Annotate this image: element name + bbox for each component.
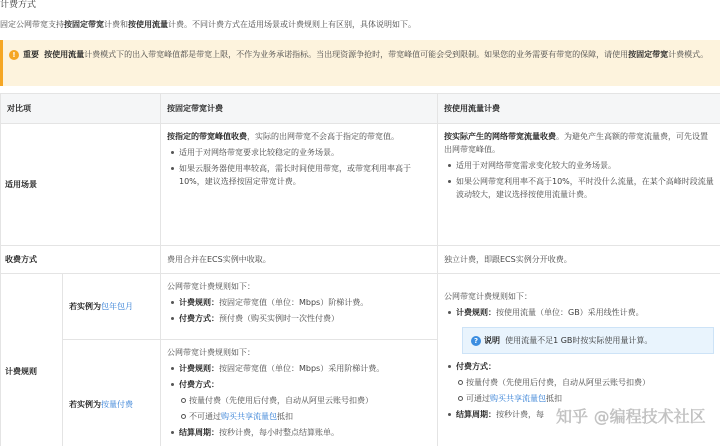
warning-icon: ! — [9, 50, 19, 60]
rules-fixed-payg-cell: 公网带宽计费规则如下： 计费规则：按固定带宽值（单位：Mbps）采用阶梯计费。 付费方式： 按量付费（先使用后付费，自动从阿里云账号扣费） 不可通过购买共享流量包抵扣 结算周期：按秒计费，每小时整点结算账单。 — [161, 340, 438, 446]
info-icon: ? — [471, 336, 481, 346]
table-row-scenario — [1, 124, 720, 246]
header-compare-item: 对比项 — [1, 94, 161, 124]
rules-traffic-cell: 公网带宽计费规则如下： 计费规则：按使用流量（单位：GB）采用线性计费。 ? 说明 使用流量不足1 GB时按实际使用量计算。 付费方式： 按量付费（先使用后付费，自动从阿里云账号扣费） 可通过购买共享流量包抵扣 结算周期：按秒计费，每 — [438, 274, 720, 446]
important-notice: ! 重要 按使用流量计费模式下的出入带宽峰值都是带宽上限，不作为业务承诺指标。当出现资源争抢时，带宽峰值可能会受到限制。如果您的业务需要有带宽的保障，请使用按固定带宽计费模式。 — [0, 40, 720, 86]
info-note: ? 说明 使用流量不足1 GB时按实际使用量计算。 — [462, 327, 714, 354]
scenario-fixed-cell: 按指定的带宽峰值收费，实际的出网带宽不会高于指定的带宽值。 适用于对网络带宽要求比较稳定的业务场景。 如果云服务器使用率较高，需长时间使用带宽，或带宽利用率高于10%，建议选择按固定带宽计费。 — [161, 124, 438, 246]
header-fixed-bandwidth: 按固定带宽计费 — [161, 94, 438, 124]
sub-label-prepaid: 若实例为包年包月 — [63, 274, 161, 340]
table-row-rules-prepaid — [1, 274, 720, 340]
list-item: 付费方式： — [167, 378, 431, 391]
intro-paragraph: 固定公网带宽支持按固定带宽计费和按使用流量计费。不同计费方式在适用场景或计费规则上有区别，具体说明如下。 — [0, 20, 416, 29]
list-item: 计费规则：按使用流量（单位：GB）采用线性计费。 ? 说明 使用流量不足1 GB时按实际使用量计算。 — [444, 306, 714, 354]
shared-traffic-package-link[interactable]: 购买共享流量包 — [221, 412, 277, 421]
row-label-rules: 计费规则 — [1, 274, 63, 446]
prepaid-link[interactable]: 包年包月 — [101, 302, 133, 311]
list-item: 付费方式： — [444, 360, 714, 373]
section-title: 计费方式 — [0, 0, 37, 10]
rules-fixed-prepaid-cell: 公网带宽计费规则如下： 计费规则：按固定带宽值（单位：Mbps）阶梯计费。 付费方式：预付费（购买实例时一次性付费） — [161, 274, 438, 340]
list-item: 计费规则：按固定带宽值（单位：Mbps）采用阶梯计费。 — [167, 362, 431, 375]
scenario-traffic-cell: 按实际产生的网络带宽流量收费。为避免产生高额的带宽流量费，可先设置出网带宽峰值。 适用于对网络带宽需求变化较大的业务场景。 如果公网带宽利用率不高于10%，平时没什么流量，在某个高峰时段流量波动较大，建议选择按使用流量计费。 — [438, 124, 720, 246]
list-item: 适用于对网络带宽要求比较稳定的业务场景。 — [167, 146, 431, 159]
shared-traffic-package-link[interactable]: 购买共享流量包 — [490, 394, 546, 403]
list-item: 如果云服务器使用率较高，需长时间使用带宽，或带宽利用率高于10%，建议选择按固定带宽计费。 — [167, 162, 431, 188]
list-item: 按量付费（先使用后付费，自动从阿里云账号扣费） — [444, 376, 714, 389]
list-item: 付费方式：预付费（购买实例时一次性付费） — [167, 312, 431, 325]
method-traffic-cell: 独立计费，即跟ECS实例分开收费。 — [438, 246, 720, 274]
watermark: 知乎 @编程技术社区 — [556, 407, 706, 426]
list-item: 结算周期：按秒计费，每小时整点结算账单。 — [167, 426, 431, 439]
list-item: 按量付费（先使用后付费，自动从阿里云账号扣费） — [167, 394, 431, 407]
list-item: 结算周期：按秒计费，每 — [444, 408, 714, 421]
payg-link[interactable]: 按量付费 — [101, 400, 133, 409]
table-row-method — [1, 246, 720, 274]
row-label-method: 收费方式 — [1, 246, 161, 274]
list-item: 计费规则：按固定带宽值（单位：Mbps）阶梯计费。 — [167, 296, 431, 309]
table-header-row — [1, 94, 720, 124]
sub-label-payg: 若实例为按量付费 — [63, 340, 161, 446]
list-item: 适用于对网络带宽需求变化较大的业务场景。 — [444, 159, 714, 172]
billing-comparison-table — [0, 93, 720, 446]
notice-label: 重要 — [23, 50, 39, 59]
header-traffic: 按使用流量计费 — [438, 94, 720, 124]
list-item: 可通过购买共享流量包抵扣 — [444, 392, 714, 405]
list-item: 不可通过购买共享流量包抵扣 — [167, 410, 431, 423]
row-label-scenario: 适用场景 — [1, 124, 161, 246]
list-item: 如果公网带宽利用率不高于10%，平时没什么流量，在某个高峰时段流量波动较大，建议选择按使用流量计费。 — [444, 175, 714, 201]
method-fixed-cell: 费用合并在ECS实例中收取。 — [161, 246, 438, 274]
